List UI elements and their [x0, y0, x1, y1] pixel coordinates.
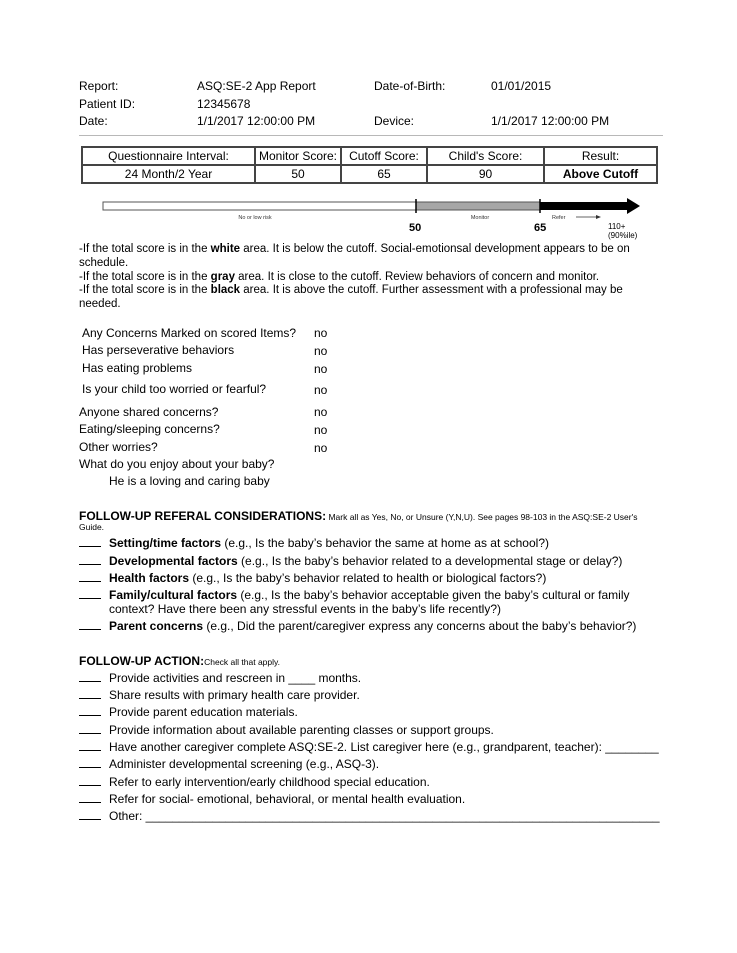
header-cell: Monitor Score: — [255, 147, 341, 165]
action-blank[interactable] — [79, 792, 101, 803]
referral-item-text — [109, 588, 630, 602]
date-label: Date: — [79, 114, 108, 128]
action-item-text: Provide information about available parenting classes or support groups. — [109, 723, 494, 737]
action-blank[interactable] — [79, 775, 101, 786]
legend-gray — [79, 270, 659, 284]
action-note: Check all that apply. — [204, 657, 280, 667]
referral-heading — [79, 509, 638, 523]
dob-label: Date-of-Birth: — [374, 79, 446, 93]
action-blank[interactable] — [79, 740, 101, 751]
referral-factor: Setting/time factors — [109, 536, 222, 550]
interval-cell: 24 Month/2 Year — [82, 165, 255, 183]
action-item-text: Share results with primary health care provider. — [109, 688, 360, 702]
legend-text: area. It is below the cutoff. Social-emotionsal development appears to be on schedule. — [79, 243, 630, 269]
refer-zone — [540, 202, 627, 210]
referral-item-text — [109, 554, 622, 568]
question: Any Concerns Marked on scored Items? — [82, 326, 297, 340]
monitor-zone-label: Monitor — [470, 215, 490, 220]
referral-item-text — [109, 536, 549, 550]
action-item — [79, 671, 101, 685]
action-item — [79, 809, 101, 823]
legend-text: area. It is close to the cutoff. Review behaviors of concern and monitor. — [234, 271, 600, 283]
patient-id-label: Patient ID: — [79, 97, 136, 111]
referral-factor: Developmental factors — [109, 554, 238, 568]
monitor-score-cell: 50 — [255, 165, 341, 183]
scores-value-row — [82, 165, 657, 183]
answer: no — [314, 405, 328, 419]
scores-header-row — [82, 147, 657, 165]
referral-item — [79, 571, 101, 585]
patient-id-value: 12345678 — [197, 97, 251, 111]
scores-table — [81, 146, 658, 184]
action-item — [79, 775, 101, 789]
date-value: 1/1/2017 12:00:00 PM — [197, 114, 316, 128]
action-item — [79, 792, 101, 806]
action-blank[interactable] — [79, 688, 101, 699]
legend-text: area. It is above the cutoff. Further assessment with a professional may be needed. — [79, 284, 623, 310]
referral-blank[interactable] — [79, 588, 101, 599]
header-cell: Child's Score: — [427, 147, 544, 165]
header-divider — [79, 135, 663, 136]
referral-blank[interactable] — [79, 571, 101, 582]
referral-note: Mark all as Yes, No, or Unsure (Y,N,U). See pages 98-103 in the ASQ:SE-2 User's — [326, 512, 638, 522]
question: Anyone shared concerns? — [79, 405, 219, 419]
legend-text: -If the total score is in the — [79, 243, 211, 255]
answer: no — [314, 383, 328, 397]
refer-zone-label: Refer — [552, 215, 566, 220]
refer-small-arrow-head — [596, 215, 601, 219]
action-item-text: Provide activities and rescreen in ____ months. — [109, 671, 362, 685]
referral-factor: Parent concerns — [109, 619, 204, 633]
device-value: 1/1/2017 12:00:00 PM — [491, 114, 610, 128]
question: Has eating problems — [82, 361, 193, 375]
device-label: Device: — [374, 114, 415, 128]
action-item — [79, 688, 101, 702]
referral-example: (e.g., Is the baby’s behavior related to health or biological factors?) — [189, 571, 547, 585]
legend-color-word: white — [210, 243, 241, 255]
action-item — [79, 740, 101, 754]
referral-title: FOLLOW-UP REFERAL CONSIDERATIONS: — [79, 509, 327, 523]
answer: no — [314, 326, 328, 340]
question: Other worries? — [79, 440, 158, 454]
monitor-zone — [416, 202, 540, 210]
refer-arrow-head — [627, 198, 640, 214]
referral-example: (e.g., Is the baby’s behavior the same at home as at school?) — [221, 536, 549, 550]
legend-text: -If the total score is in the — [79, 271, 211, 283]
header-cell: Result: — [544, 147, 657, 165]
action-item — [79, 757, 101, 771]
low-risk-zone-label: No or low risk — [238, 215, 272, 220]
action-item — [79, 705, 101, 719]
action-blank[interactable] — [79, 705, 101, 716]
action-item-text: Have another caregiver complete ASQ:SE-2. List caregiver here (e.g., grandparent, teacher): ________ — [109, 740, 659, 754]
answer: no — [314, 344, 328, 358]
action-item-text: Administer developmental screening (e.g., ASQ-3). — [109, 757, 380, 771]
question: Is your child too worried or fearful? — [82, 382, 267, 396]
referral-item — [79, 588, 101, 602]
legend-color-word: gray — [210, 271, 235, 283]
header-cell: Questionnaire Interval: — [82, 147, 255, 165]
legend-color-word: black — [210, 284, 241, 296]
header-cell: Cutoff Score: — [341, 147, 427, 165]
monitor-tick-label: 50 — [409, 222, 422, 234]
referral-item-text — [109, 619, 636, 633]
report-label: Report: — [79, 79, 119, 93]
action-item-text: Provide parent education materials. — [109, 705, 298, 719]
referral-factor: Health factors — [109, 571, 190, 585]
question: Has perseverative behaviors — [82, 343, 235, 357]
referral-example: (e.g., Did the parent/caregiver express any concerns about the baby’s behavior?) — [203, 619, 637, 633]
question: Eating/sleeping concerns? — [79, 422, 220, 436]
referral-note-continued: Guide. — [79, 522, 105, 532]
dob-value: 01/01/2015 — [491, 79, 552, 93]
answer: no — [314, 441, 328, 455]
action-blank[interactable] — [79, 671, 101, 682]
action-blank[interactable] — [79, 757, 101, 768]
action-title: FOLLOW-UP ACTION: — [79, 654, 205, 668]
legend-black — [79, 283, 659, 311]
referral-item — [79, 619, 101, 633]
result-cell: Above Cutoff — [544, 165, 657, 183]
action-heading — [79, 654, 280, 668]
legend-text: -If the total score is in the — [79, 284, 211, 296]
referral-item — [79, 554, 101, 568]
referral-blank[interactable] — [79, 536, 101, 547]
referral-blank[interactable] — [79, 554, 101, 565]
low-risk-zone — [103, 202, 416, 210]
cutoff-tick-label: 65 — [534, 222, 547, 234]
referral-item-text — [109, 571, 546, 585]
enjoy-answer: He is a loving and caring baby — [109, 474, 270, 488]
legend-white — [79, 242, 659, 270]
referral-blank[interactable] — [79, 619, 101, 630]
referral-factor: Family/cultural factors — [109, 588, 238, 602]
score-bar — [100, 196, 645, 220]
referral-example: (e.g., Is the baby’s behavior acceptable given the baby’s cultural or family — [237, 588, 630, 602]
answer: no — [314, 423, 328, 437]
referral-example: (e.g., Is the baby’s behavior related to a developmental stage or delay?) — [237, 554, 623, 568]
action-blank[interactable] — [79, 723, 101, 734]
question: What do you enjoy about your baby? — [79, 457, 275, 471]
action-item-text: Refer for social- emotional, behavioral, or mental health evaluation. — [109, 792, 466, 806]
max-score-label: 110+ — [608, 222, 626, 231]
action-blank[interactable] — [79, 809, 101, 820]
referral-item — [79, 536, 101, 550]
action-item — [79, 723, 101, 737]
report-value: ASQ:SE-2 App Report — [197, 79, 316, 93]
child-score-cell: 90 — [427, 165, 544, 183]
answer: no — [314, 362, 328, 376]
cutoff-score-cell: 65 — [341, 165, 427, 183]
referral-item-text-continued: context? Have there been any stressful events in the baby’s life recently?) — [109, 602, 501, 616]
action-item-text: Other: _____________________________________________________________________________ — [109, 809, 660, 823]
action-item-text: Refer to early intervention/early childhood special education. — [109, 775, 430, 789]
max-score-percentile: (90%ile) — [608, 231, 638, 240]
